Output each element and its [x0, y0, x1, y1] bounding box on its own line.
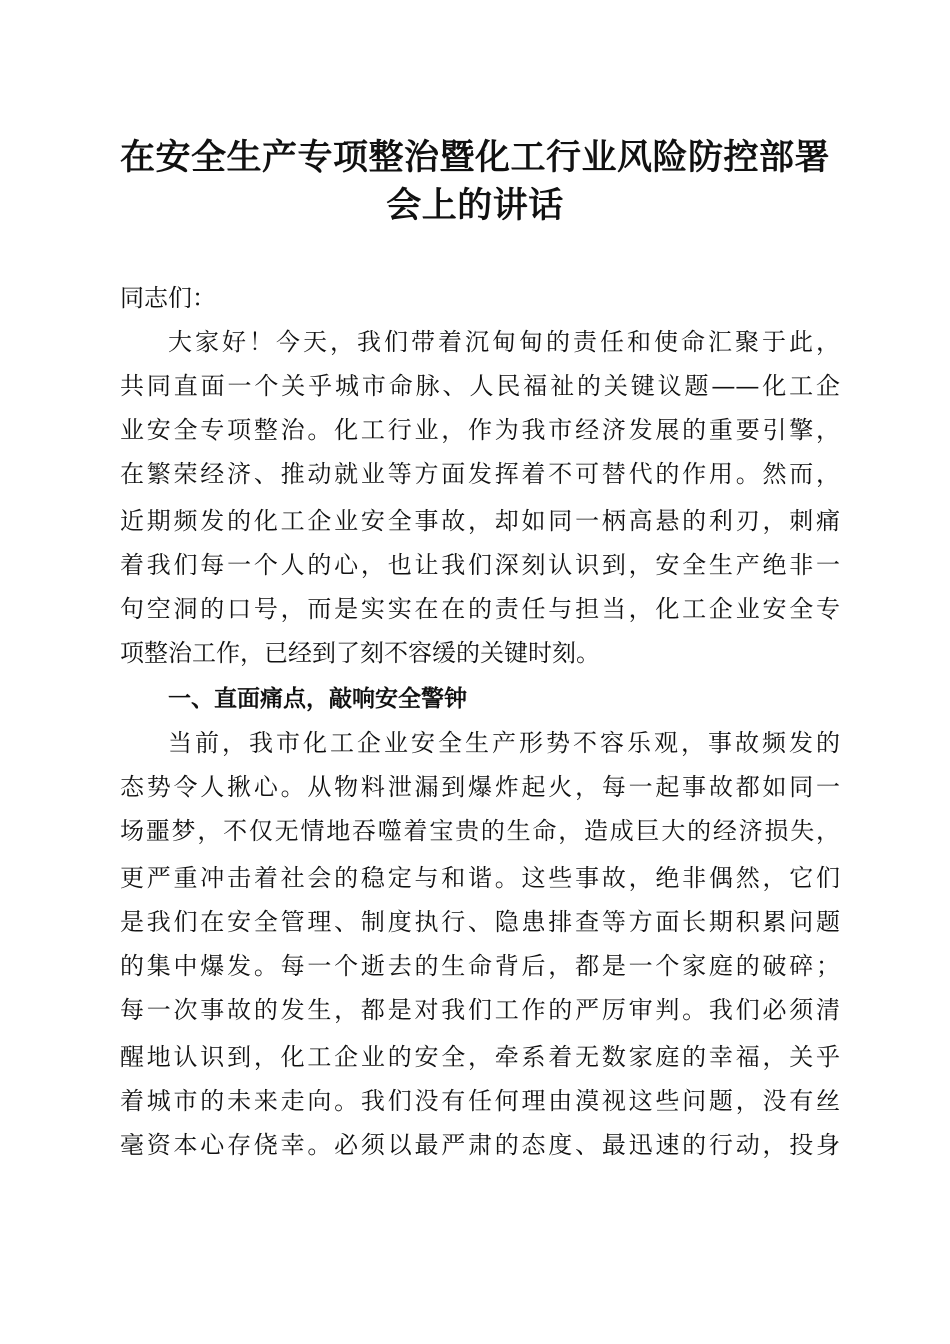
paragraph-1-line: 大家好！今天，我们带着沉甸甸的责任和使命汇聚于此， [168, 328, 840, 356]
paragraph-1-line: 句空洞的口号，而是实实在在的责任与担当，化工企业安全专 [120, 595, 840, 623]
paragraph-1-line: 项整治工作，已经到了刻不容缓的关键时刻。 [120, 639, 600, 667]
document-title-line-1: 在安全生产专项整治暨化工行业风险防控部署 [119, 137, 830, 178]
paragraph-2-line: 更严重冲击着社会的稳定与和谐。这些事故，绝非偶然，它们 [120, 864, 840, 892]
paragraph-1-line: 近期频发的化工企业安全事故，却如同一柄高悬的利刃，刺痛 [120, 507, 840, 535]
paragraph-2-line: 态势令人揪心。从物料泄漏到爆炸起火，每一起事故都如同一 [120, 773, 840, 801]
paragraph-1-line: 在繁荣经济、推动就业等方面发挥着不可替代的作用。然而， [120, 460, 840, 488]
salutation: 同志们： [120, 284, 216, 312]
paragraph-2-line: 场噩梦，不仅无情地吞噬着宝贵的生命，造成巨大的经济损失， [120, 817, 840, 845]
paragraph-2-line: 每一次事故的发生，都是对我们工作的严厉审判。我们必须清 [120, 996, 840, 1024]
paragraph-2-line: 醒地认识到，化工企业的安全，牵系着无数家庭的幸福，关乎 [120, 1043, 840, 1071]
paragraph-1-line: 业安全专项整治。化工行业，作为我市经济发展的重要引擎， [120, 416, 840, 444]
paragraph-1-line: 着我们每一个人的心，也让我们深刻认识到，安全生产绝非一 [120, 551, 840, 579]
paragraph-2-line: 毫资本心存侥幸。必须以最严肃的态度、最迅速的行动，投身 [120, 1131, 840, 1159]
paragraph-2-line: 是我们在安全管理、制度执行、隐患排查等方面长期积累问题 [120, 908, 840, 936]
paragraph-2-line: 的集中爆发。每一个逝去的生命背后，都是一个家庭的破碎； [120, 952, 840, 980]
paragraph-2-line: 当前，我市化工企业安全生产形势不容乐观，事故频发的 [168, 729, 840, 757]
paragraph-1-line: 共同直面一个关乎城市命脉、人民福祉的关键议题——化工企 [120, 372, 840, 400]
paragraph-2-line: 着城市的未来走向。我们没有任何理由漠视这些问题，没有丝 [120, 1087, 840, 1115]
document-title-line-2: 会上的讲话 [386, 185, 564, 226]
section-1-heading: 一、直面痛点，敲响安全警钟 [168, 686, 467, 712]
